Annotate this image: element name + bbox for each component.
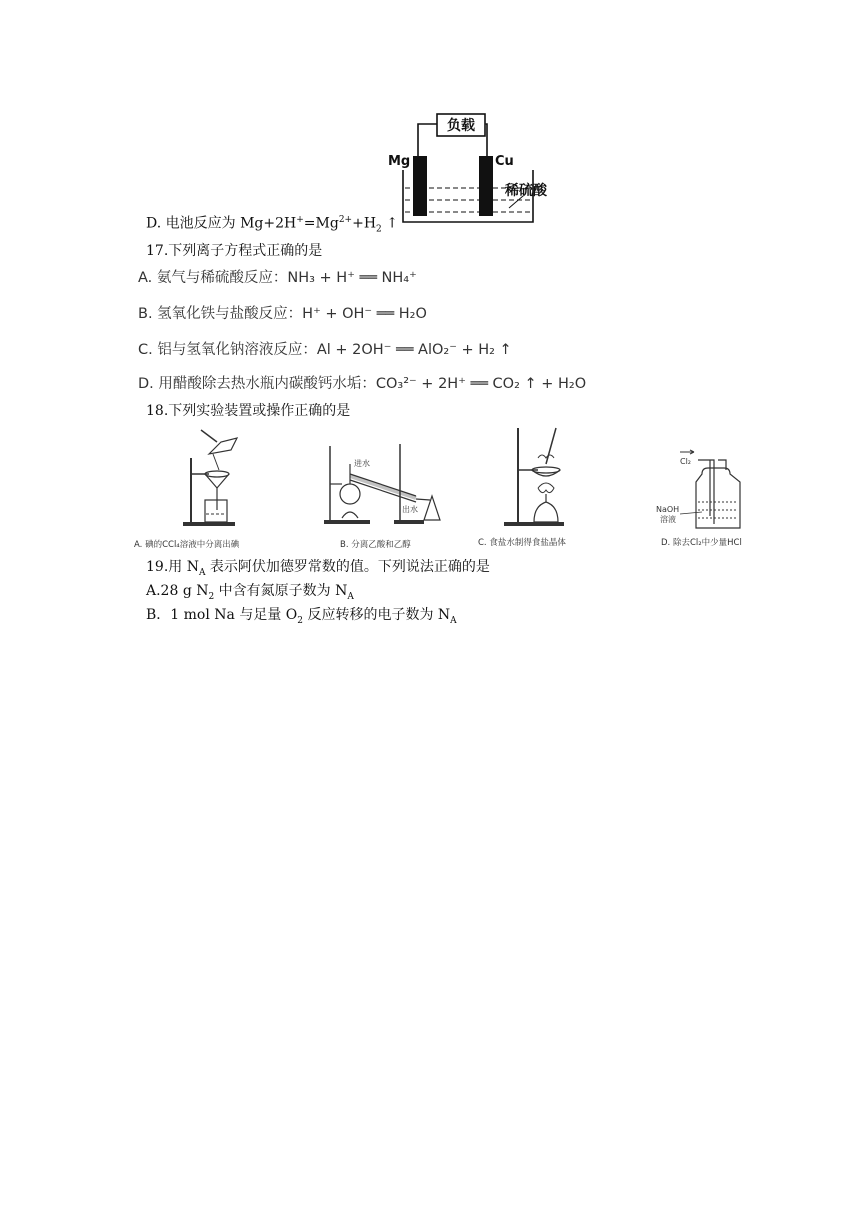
q19-stem: 19.用 $N_A$ 表示阿伏加德罗常数的值。下列说法正确的是 xyxy=(146,559,490,578)
apparatus-c-label: C. 食盐水制得食盐晶体 xyxy=(478,538,566,548)
electrolyte-label: 稀硫酸 xyxy=(505,183,547,199)
naoh-label-2: 溶液 xyxy=(660,515,676,524)
cl2-gas-label: Cl₂ xyxy=(680,457,692,466)
q16-option-d: D. 电池反应为 $Mg+2H^+=Mg^{2+}+H_2$ ↑ xyxy=(146,215,398,235)
apparatus-d-label: D. 除去Cl₂中少量HCl xyxy=(661,538,742,548)
mg-electrode xyxy=(413,156,427,216)
q17-option-b: B. 氢氧化铁与盐酸反应：H⁺ + OH⁻ ══ H₂O xyxy=(138,306,427,322)
apparatus-d-figure xyxy=(652,446,752,530)
water-in-label: 进水 xyxy=(354,459,370,468)
q17-option-d: D. 用醋酸除去热水瓶内碳酸钙水垢：CO₃²⁻ + 2H⁺ ══ CO₂ ↑ + H₂O xyxy=(138,376,587,392)
q19-option-b: B．1 mol Na 与足量 $O_2$ 反应转移的电子数为 $N_A$ xyxy=(146,607,457,626)
apparatus-c-figure xyxy=(498,424,578,530)
galvanic-cell-figure xyxy=(385,104,575,226)
apparatus-b-figure xyxy=(320,436,450,528)
apparatus-b-label: B. 分离乙酸和乙醇 xyxy=(340,540,411,550)
load-label: 负载 xyxy=(447,118,475,134)
apparatus-a-label: A. 碘的CCl₄溶液中分离出碘 xyxy=(134,540,240,550)
q17-stem: 17.下列离子方程式正确的是 xyxy=(146,243,323,259)
water-out-label: 出水 xyxy=(402,505,418,514)
apparatus-a-figure xyxy=(175,428,255,530)
naoh-label-1: NaOH xyxy=(656,505,680,514)
q17-option-c: C. 铝与氢氧化钠溶液反应：Al + 2OH⁻ ══ AlO₂⁻ + H₂ ↑ xyxy=(138,342,512,358)
cu-label: Cu xyxy=(495,154,514,169)
cu-electrode xyxy=(479,156,493,216)
q19-option-a: A.28 g $N_2$ 中含有氮原子数为 $N_A$ xyxy=(146,583,354,602)
q18-stem: 18.下列实验装置或操作正确的是 xyxy=(146,403,351,419)
q17-option-a: A. 氨气与稀硫酸反应：NH₃ + H⁺ ══ NH₄⁺ xyxy=(138,270,417,286)
mg-label: Mg xyxy=(388,154,411,169)
